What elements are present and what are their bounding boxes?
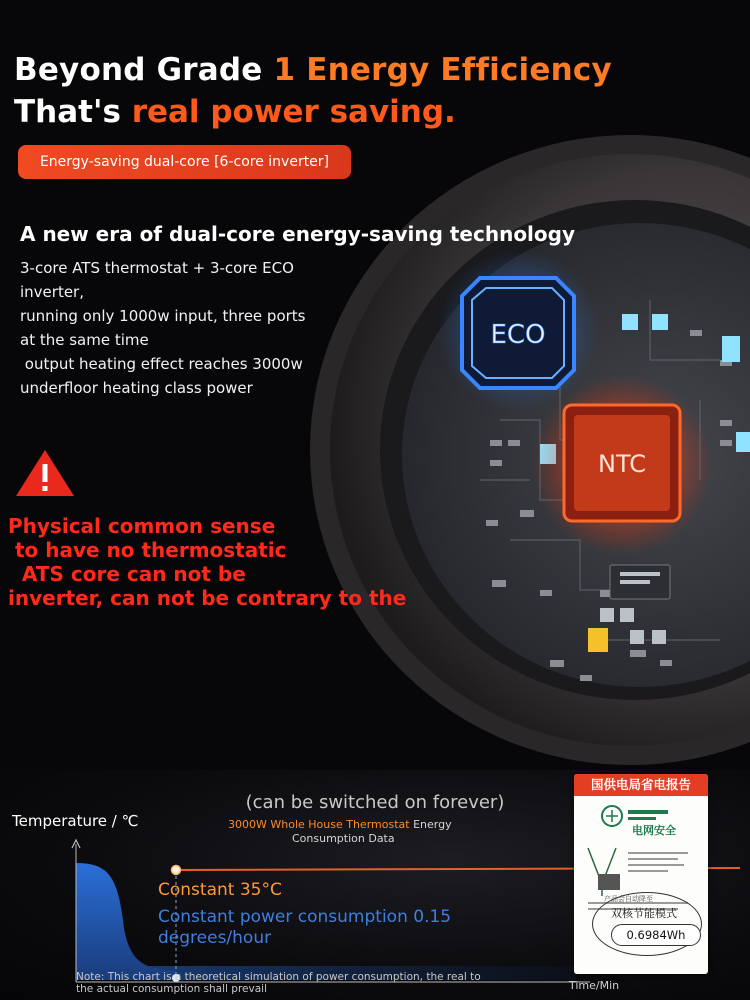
eco-chip-label: ECO <box>490 320 546 350</box>
note-line-1: Note: This chart is a theoretical simulation of power consumption, the real to <box>76 971 481 983</box>
yellow-component <box>588 628 608 652</box>
description <box>20 256 360 400</box>
headline-white-2: That's <box>14 94 132 130</box>
y-axis-label: Temperature / ℃ <box>12 812 139 830</box>
power-line-2: degrees/hour <box>158 928 272 948</box>
feature-pill: Energy-saving dual-core [6-core inverter] <box>18 145 351 179</box>
power-line-1: Constant power consumption 0.15 <box>158 907 452 927</box>
description-line: output heating effect reaches 3000w <box>20 355 303 373</box>
chart-title-orange: 3000W Whole House Thermostat <box>228 818 410 831</box>
power-consumption-label <box>158 907 518 949</box>
subheading: A new era of dual-core energy-saving technology <box>20 222 576 246</box>
chart-title-rest: Energy <box>409 818 452 831</box>
chart-title-line-2: Consumption Data <box>292 832 395 845</box>
report-mode: 双核节能模式 <box>611 907 677 920</box>
ntc-chip-label: NTC <box>598 450 646 478</box>
constant-temp-label: Constant 35°C <box>158 880 282 900</box>
description-line: inverter, <box>20 283 84 301</box>
headline-line-1 <box>14 52 612 88</box>
switched-note: (can be switched on forever) <box>245 792 505 813</box>
headline-orange-1: 1 Energy Efficiency <box>273 52 612 88</box>
note-line-2: the actual consumption shall prevail <box>76 983 267 995</box>
report-safety-label: 电网安全 <box>632 824 676 837</box>
warning-line: inverter, can not be contrary to the <box>8 586 407 610</box>
report-header: 国供电局省电报告 <box>574 774 708 796</box>
warning-icon <box>14 448 76 498</box>
description-line: underfloor heating class power <box>20 379 253 397</box>
power-report-card <box>574 774 708 974</box>
headline-orange-2: real power saving. <box>131 94 456 130</box>
description-line: running only 1000w input, three ports <box>20 307 306 325</box>
description-line: 3-core ATS thermostat + 3-core ECO <box>20 259 294 277</box>
x-axis-label: Time/Min <box>569 979 620 992</box>
warning-text <box>8 514 406 610</box>
description-line: at the same time <box>20 331 149 349</box>
warning-line: ATS core can not be <box>8 562 246 586</box>
device-illustration <box>300 120 750 770</box>
constant-point <box>172 866 181 875</box>
report-value: 0.6984Wh <box>611 924 701 946</box>
chart-note <box>76 971 536 995</box>
ntc-chip <box>564 405 680 521</box>
chart-title <box>228 818 452 831</box>
eco-chip <box>462 278 574 388</box>
report-tag: 产品会自动降至 <box>604 895 653 903</box>
warning-line: Physical common sense <box>8 514 276 538</box>
headline-white-1: Beyond Grade <box>14 52 274 88</box>
warning-line: to have no thermostatic <box>8 538 287 562</box>
